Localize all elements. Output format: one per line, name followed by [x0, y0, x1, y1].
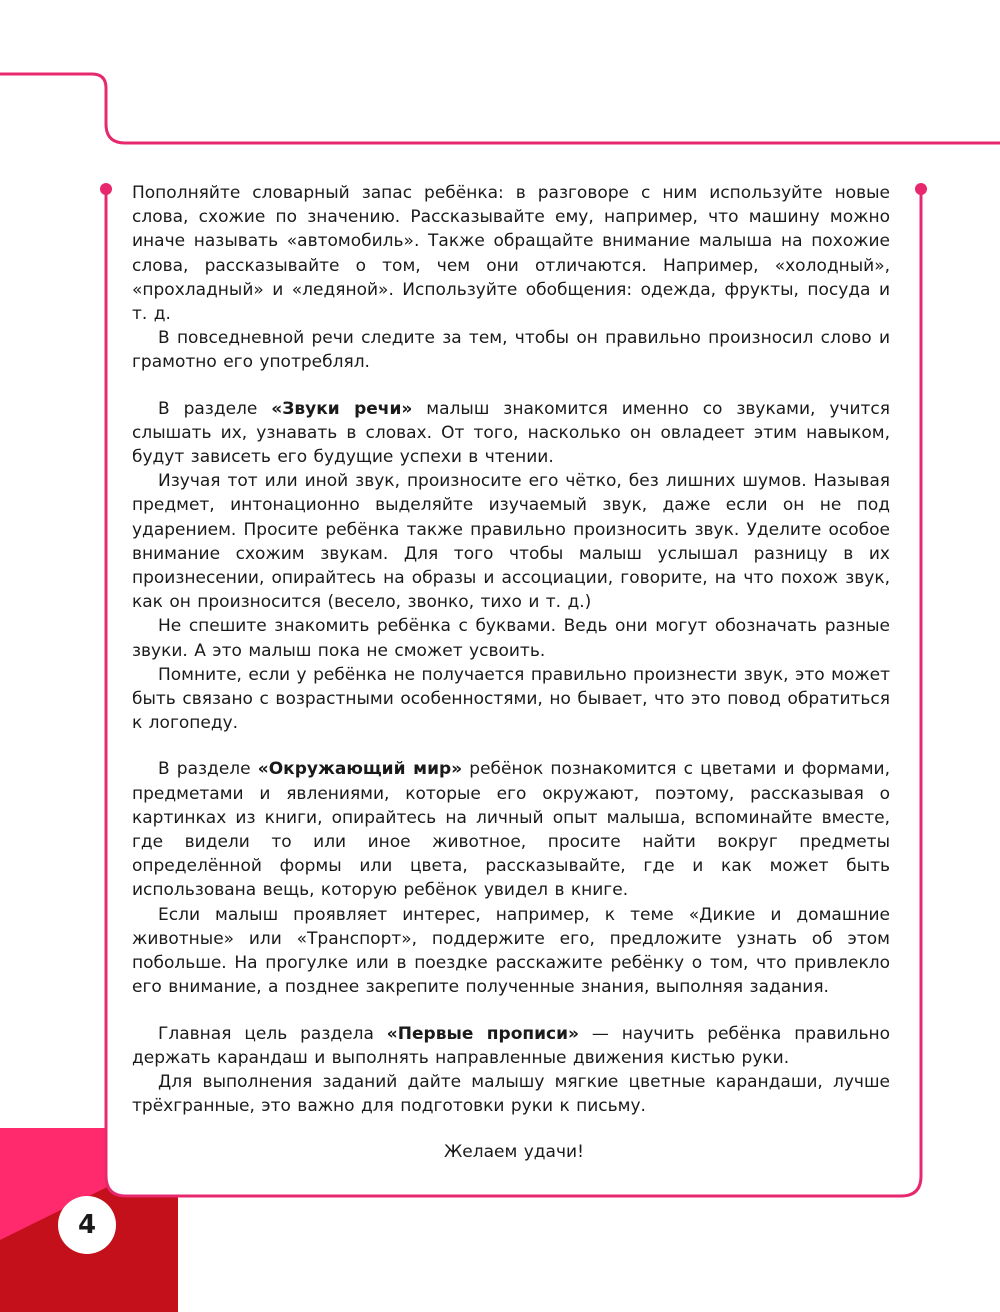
section-title-writing: «Первые прописи» [386, 1023, 579, 1044]
header-line [0, 74, 1000, 143]
closing-wish: Желаем удачи! [444, 1142, 584, 1163]
left-dot [100, 183, 112, 195]
paragraph: В повседневной речи следите за тем, чтобы он правильно произносил слово и грамотно его употреблял. [132, 328, 890, 373]
paragraph: Если малыш проявляет интерес, например, к теме «Дикие и домашние животные» или «Транспорт», поддержите его, предложите узнать об этом побольше. На прогулке или в поездке расскажите ребёнку о том, что привлекло его внимание, а позднее закрепите полученные знания, выполняя задания. [132, 904, 890, 998]
paragraph-section-world: В разделе «Окружающий мир» ребёнок познакомится с цветами и формами, предметами и явлениями, которые его окружают, поэтому, рассказывая о картинках из книги, опирайтесь на личный опыт малыша, вспоминайте вместе, где видели то или иное животное, просите найти вокруг предметы определённой формы или цвета, рассказывайте, где и как может быть использована вещь, которую ребёнок увидел в книге. [132, 759, 890, 901]
right-dot [915, 183, 927, 195]
paragraph: Пополняйте словарный запас ребёнка: в разговоре с ним используйте новые слова, схожие по значению. Рассказывайте ему, например, что машину можно иначе называть «автомобиль». Также обращайте внимание малыша на похожие слова, рассказывайте о том, чем они отличаются. Например, «холодный», «прохладный» и «ледяной». Используйте обобщения: одежда, фрукты, посуда и т. д. [132, 183, 890, 325]
body-text [132, 181, 890, 1165]
paragraph: Изучая тот или иной звук, произносите его чётко, без лишних шумов. Называя предмет, интонационно выделяйте изучаемый звук, даже если он не под ударением. Просите ребёнка также правильно произносить звук. Уделите особое внимание схожим звукам. Для того чтобы малыш услышал разницу в их произнесении, опирайтесь на образы и ассоциации, говорите, на что похож звук, как он произносится (весело, звонко, тихо и т. д.) [132, 471, 890, 613]
paragraph: Помните, если у ребёнка не получается правильно произнести звук, это может быть связано с возрастными особенностями, но бывает, что это повод обратиться к логопеду. [132, 664, 890, 734]
paragraph-section-sounds: В разделе «Звуки речи» малыш знакомится именно со звуками, учится слышать их, узнавать в словах. От того, насколько он овладеет этим навыком, будут зависеть его будущие успехи в чтении. [132, 398, 890, 468]
paragraph: Не спешите знакомить ребёнка с буквами. Ведь они могут обозначать разные звуки. А это малыш пока не сможет усвоить. [132, 616, 890, 661]
paragraph: Для выполнения заданий дайте малышу мягкие цветные карандаши, лучше трёхгранные, это важно для подготовки руки к письму. [132, 1071, 890, 1117]
section-title-sounds: «Звуки речи» [271, 398, 413, 419]
page-number: 4 [77, 1210, 97, 1240]
section-title-world: «Окружающий мир» [257, 759, 463, 780]
page-number-badge [58, 1196, 116, 1254]
paragraph-section-writing: Главная цель раздела «Первые прописи» — научить ребёнка правильно держать карандаш и выполнять направленные движения кистью руки. [132, 1023, 890, 1068]
